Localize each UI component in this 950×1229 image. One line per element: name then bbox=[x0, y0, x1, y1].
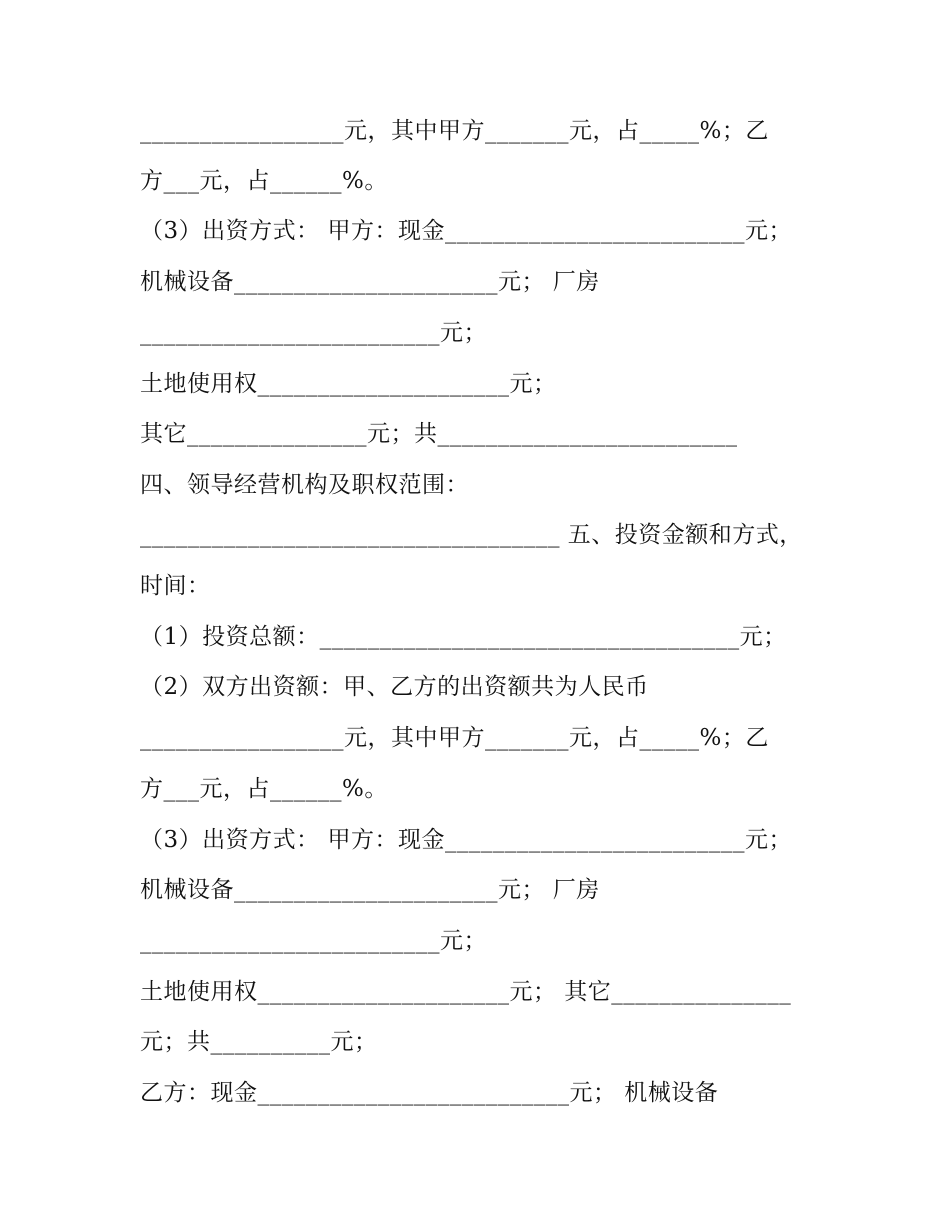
text-line: 元；共__________元； bbox=[140, 1029, 378, 1055]
text-line: 方___元，占______%。 bbox=[140, 776, 388, 802]
text-line: （1）投资总额：___________________________________元； bbox=[140, 624, 787, 650]
text-line: _________________元，其中甲方_______元，占_____%；乙 bbox=[140, 118, 769, 144]
text-line: 方___元，占______%。 bbox=[140, 168, 388, 194]
text-line: （3）出资方式： 甲方：现金_________________________元； bbox=[140, 218, 792, 244]
text-line: _________________________元； bbox=[140, 928, 487, 954]
text-line: _________________________元； bbox=[140, 320, 487, 346]
text-line: 乙方：现金__________________________元； 机械设备 bbox=[140, 1080, 719, 1106]
text-line: 土地使用权_____________________元； 其它_______________ bbox=[140, 979, 792, 1005]
text-line: （3）出资方式： 甲方：现金_________________________元； bbox=[140, 827, 792, 853]
section-heading: 四、领导经营机构及职权范围： bbox=[140, 472, 469, 498]
text-line: （2）双方出资额：甲、乙方的出资额共为人民币 bbox=[140, 674, 649, 700]
text-line: ___________________________________ 五、投资金额和方式， bbox=[140, 522, 803, 548]
text-line: 机械设备______________________元； 厂房 bbox=[140, 877, 600, 903]
text-line: 机械设备______________________元； 厂房 bbox=[140, 269, 600, 295]
text-line: 其它_______________元；共_________________________ bbox=[140, 421, 738, 447]
text-line: _________________元，其中甲方_______元，占_____%；乙 bbox=[140, 725, 769, 751]
text-line: 土地使用权_____________________元； bbox=[140, 371, 557, 397]
text-line: 时间： bbox=[140, 573, 211, 599]
